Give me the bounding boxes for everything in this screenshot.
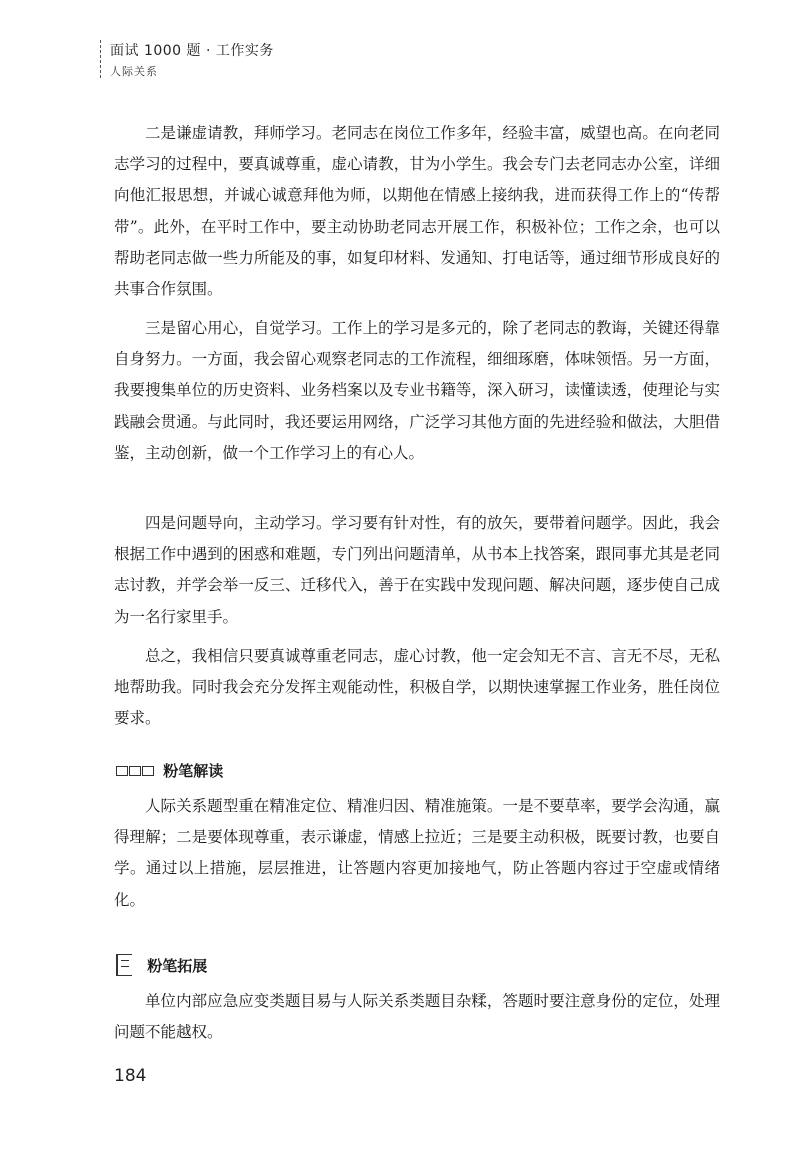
tuozhan-text: 单位内部应急应变类题目易与人际关系类题目杂糅，答题时要注意身份的定位，处理问题不能越权。	[114, 992, 720, 1042]
jiedu-heading-label: 粉笔解读	[163, 762, 224, 780]
paragraph-2: 二是谦虚请教，拜师学习。老同志在岗位工作多年，经验丰富，威望也高。在向老同志学习的过程中，要真诚尊重，虚心请教，甘为小学生。我会专门去老同志办公室，详细向他汇报思想，并诚心诚意拜他为师，以期他在情感上接纳我，进而获得工作上的“传帮带”。此外，在平时工作中，要主动协助老同志开展工作，积极补位；工作之余，也可以帮助老同志做一些力所能及的事，如复印材料、发通知、打电话等，通过细节形成良好的共事合作氛围。	[114, 124, 720, 299]
book-icon	[116, 766, 154, 776]
running-header-subtitle: 人际关系	[110, 65, 158, 78]
paragraph-4: 四是问题导向，主动学习。学习要有针对性，有的放矢，要带着问题学。因此，我会根据工作中遇到的困惑和难题，专门列出问题清单，从书本上找答案，跟同事尤其是老同志讨教，并学会举一反三、迁移代入，善于在实践中发现问题、解决问题，逐步使自己成为一名行家里手。	[114, 514, 720, 626]
paragraph-conclusion: 总之，我相信只要真诚尊重老同志，虚心讨教，他一定会知无不言、言无不尽，无私地帮助我。同时我会充分发挥主观能动性，积极自学，以期快速掌握工作业务，胜任岗位要求。	[114, 647, 720, 728]
jiedu-text: 人际关系题型重在精准定位、精准归因、精准施策。一是不要草率，要学会沟通，赢得理解；二是要体现尊重，表示谦虚，情感上拉近；三是要主动积极，既要讨教，也要自学。通过以上措施，层层推进，让答题内容更加接地气，防止答题内容过于空虚或情绪化。	[114, 797, 720, 909]
page-number: 184	[114, 1066, 147, 1086]
section-tuozhan-heading	[116, 955, 207, 978]
section-jiedu-heading	[116, 760, 223, 781]
header-divider	[100, 40, 101, 78]
running-header-title: 面试 1000 题 · 工作实务	[110, 43, 274, 59]
paragraph-3: 三是留心用心，自觉学习。工作上的学习是多元的，除了老同志的教诲，关键还得靠自身努力。一方面，我会留心观察老同志的工作流程，细细琢磨，体味领悟。另一方面，我要搜集单位的历史资料、业务档案以及专业书籍等，深入研习，读懂读透，使理论与实践融会贯通。与此同时，我还要运用网络，广泛学习其他方面的先进经验和做法，大胆借鉴，主动创新，做一个工作学习上的有心人。	[114, 319, 720, 462]
bookmark-icon	[116, 954, 132, 976]
tuozhan-heading-label: 粉笔拓展	[147, 957, 208, 975]
